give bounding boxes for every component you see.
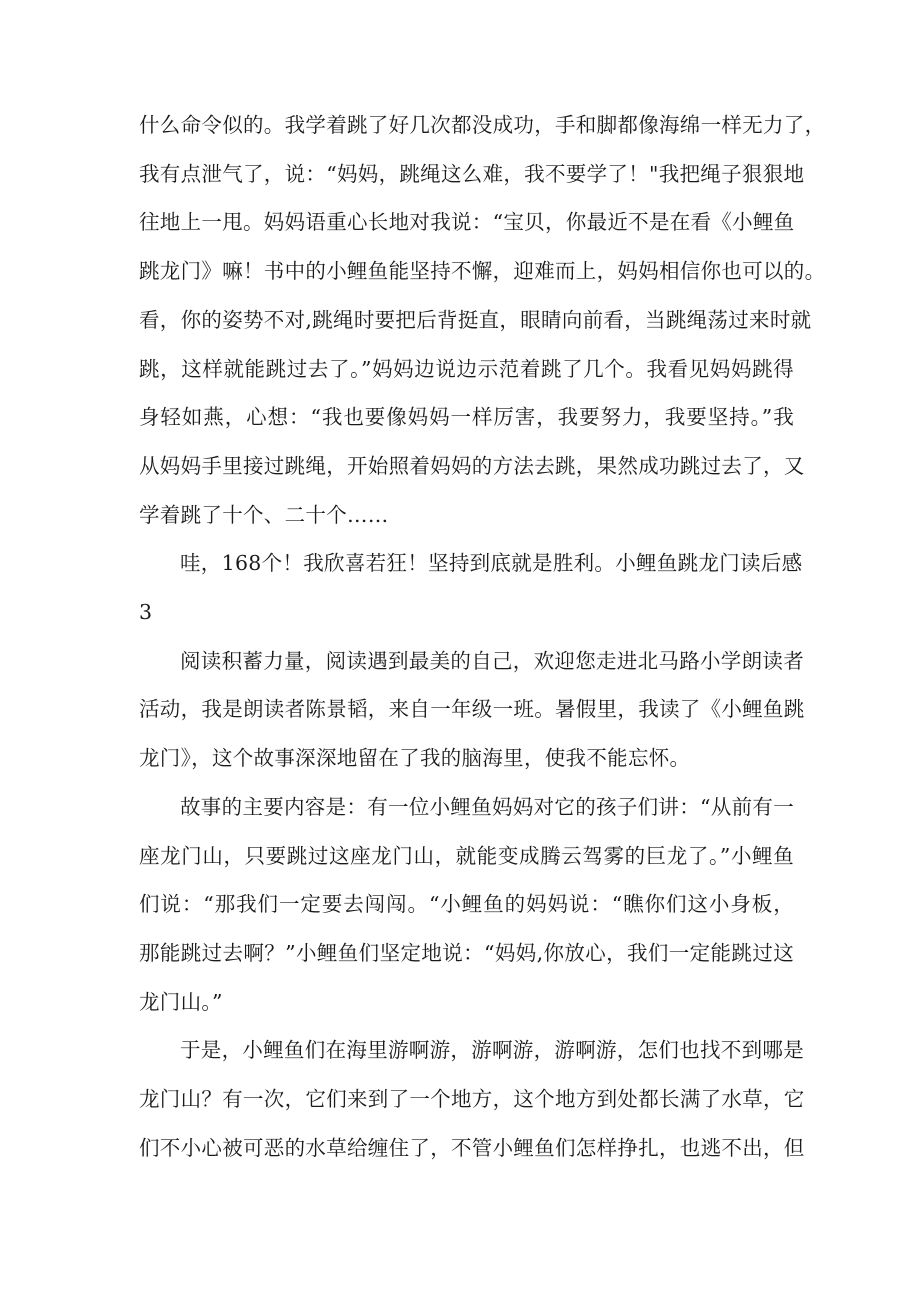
text-line: 龙门》，这个故事深深地留在了我的脑海里，使我不能忘怀。 bbox=[139, 746, 691, 771]
text-line: 于是，小鲤鱼们在海里游啊游，游啊游，游啊游，怎们也找不到哪是 bbox=[180, 1038, 804, 1063]
text-line: 龙门山？有一次，它们来到了一个地方，这个地方到处都长满了水草，它 bbox=[139, 1087, 805, 1112]
text-line: 故事的主要内容是：有一位小鲤鱼妈妈对它的孩子们讲：“从前有一 bbox=[180, 794, 794, 819]
text-line: 跳，这样就能跳过去了。”妈妈边说边示范着跳了几个。我看见妈妈跳得 bbox=[139, 356, 794, 381]
paragraph bbox=[139, 637, 805, 783]
text-line: 身轻如燕，心想：“我也要像妈妈一样厉害，我要努力，我要坚持。”我 bbox=[139, 405, 794, 430]
text-line: 座龙门山，只要跳过这座龙门山，就能变成腾云驾雾的巨龙了。”小鲤鱼 bbox=[139, 843, 794, 868]
text-line: 往地上一甩。妈妈语重心长地对我说：“宝贝，你最近不是在看《小鲤鱼 bbox=[139, 210, 795, 235]
text-line: 什么命令似的。我学着跳了好几次都没成功，手和脚都像海绵一样无力了， bbox=[139, 113, 826, 137]
paragraph bbox=[139, 101, 826, 539]
text-line: 跳龙门》嘛！书中的小鲤鱼能坚持不懈，迎难而上，妈妈相信你也可以的。 bbox=[139, 259, 826, 284]
text-line: 阅读积蓄力量，阅读遇到最美的自己，欢迎您走进北马路小学朗读者 bbox=[180, 648, 804, 673]
text-line: 从妈妈手里接过跳绳，开始照着妈妈的方法去跳，果然成功跳过去了，又 bbox=[139, 453, 805, 478]
text-line: 看，你的姿势不对,跳绳时要把后背挺直，眼睛向前看，当跳绳荡过来时就 bbox=[139, 307, 812, 332]
text-line: 哇，168个！我欣喜若狂！坚持到底就是胜利。小鲤鱼跳龙门读后感 bbox=[180, 551, 803, 576]
text-line: 活动，我是朗读者陈景韬，来自一年级一班。暑假里，我读了《小鲤鱼跳 bbox=[139, 697, 805, 722]
text-line: 龙门山。” bbox=[139, 989, 223, 1014]
paragraph bbox=[139, 1026, 805, 1172]
paragraph bbox=[139, 783, 794, 1027]
document-body bbox=[139, 101, 826, 1172]
text-line: 们不小心被可恶的水草给缠住了，不管小鲤鱼们怎样挣扎，也逃不出，但 bbox=[139, 1135, 805, 1160]
text-line: 我有点泄气了，说：“妈妈，跳绳这么难，我不要学了！"我把绳子狠狠地 bbox=[139, 161, 805, 186]
text-line: 那能跳过去啊？”小鲤鱼们坚定地说：“妈妈,你放心，我们一定能跳过这 bbox=[139, 940, 794, 965]
text-line: 学着跳了十个、二十个…… bbox=[139, 502, 389, 527]
paragraph bbox=[139, 539, 803, 636]
text-line: 3 bbox=[139, 600, 153, 625]
text-line: 们说：“那我们一定要去闯闯。“小鲤鱼的妈妈说：“瞧你们这小身板， bbox=[139, 892, 794, 917]
